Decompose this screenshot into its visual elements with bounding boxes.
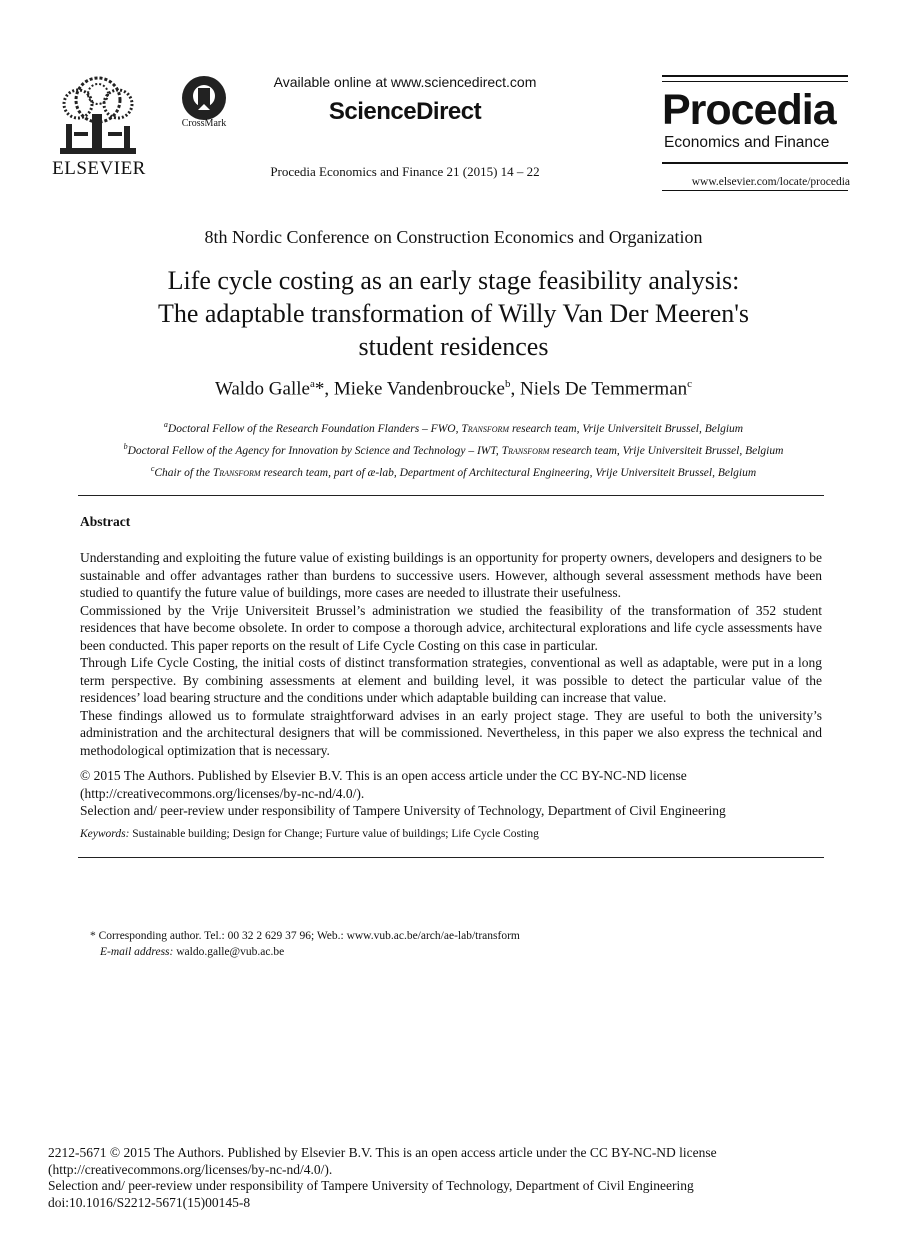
copyright-line: © 2015 The Authors. Published by Elsevier B.V. This is an open access article under the CC BY-NC-ND license bbox=[80, 768, 687, 783]
license-link[interactable]: (http://creativecommons.org/licenses/by-nc-nd/4.0/). bbox=[80, 785, 365, 801]
author-name: Mieke Vandenbroucke bbox=[333, 378, 505, 400]
crossmark-label: CrossMark bbox=[181, 118, 227, 129]
affiliation-line bbox=[60, 460, 847, 482]
elsevier-wordmark: ELSEVIER bbox=[52, 158, 146, 179]
procedia-bottom-rule bbox=[662, 162, 848, 164]
corresponding-author-footnote bbox=[90, 928, 790, 960]
affiliation-text: Doctoral Fellow of the Research Foundation Flanders – FWO, bbox=[167, 422, 462, 435]
abstract-paragraph: Understanding and exploiting the future value of existing buildings is an opportunity for property owners, developers and designers to be sustainable and offer advantages rather than burdens to successive users. However, although several assessment methods have been studied to quantify the future value of buildings, more cases are needed to illustrate their usefulness. bbox=[80, 550, 822, 600]
license-link[interactable]: (http://creativecommons.org/licenses/by-nc-nd/4.0/). bbox=[48, 1161, 333, 1177]
author-affiliation-mark: b bbox=[504, 378, 511, 390]
affiliation-mark: c bbox=[150, 463, 155, 473]
abstract-bottom-rule bbox=[78, 857, 824, 858]
author-affiliation-mark: a bbox=[309, 378, 315, 390]
elsevier-tree-logo bbox=[52, 74, 144, 158]
abstract-heading: Abstract bbox=[80, 514, 131, 529]
affiliation-text: research team, Vrije Universiteit Brussel, Belgium bbox=[509, 422, 744, 435]
abstract-top-rule bbox=[78, 495, 824, 496]
procedia-logo-title: Procedia bbox=[662, 86, 836, 134]
keywords-label: Keywords: bbox=[80, 828, 130, 840]
corresponding-mark: * bbox=[314, 378, 325, 400]
title-line: Life cycle costing as an early stage feasibility analysis: bbox=[167, 266, 740, 295]
abstract-body bbox=[80, 549, 822, 759]
peer-review-line: Selection and/ peer-review under responsibility of Tampere University of Technology, Department of Civil Engineering bbox=[80, 803, 726, 818]
procedia-top-rule-thin bbox=[662, 81, 848, 82]
procedia-logo-subtitle: Economics and Finance bbox=[664, 134, 830, 151]
title-line: The adaptable transformation of Willy Van Der Meeren's bbox=[157, 299, 750, 328]
procedia-url-link[interactable]: www.elsevier.com/locate/procedia bbox=[691, 176, 850, 188]
keywords bbox=[80, 828, 822, 840]
title-line: student residences bbox=[358, 332, 549, 361]
author-list bbox=[60, 378, 847, 400]
sciencedirect-logo[interactable]: ScienceDirect bbox=[328, 98, 482, 125]
affiliation-team: Transform bbox=[212, 466, 261, 479]
author-affiliation-mark: c bbox=[687, 378, 693, 390]
publication-info bbox=[48, 1145, 848, 1211]
affiliation-line bbox=[60, 416, 847, 438]
affiliation-list bbox=[60, 416, 847, 481]
email-address[interactable]: waldo.galle@vub.ac.be bbox=[176, 946, 285, 958]
copyright-notice bbox=[80, 767, 822, 820]
abstract-paragraph: Commissioned by the Vrije Universiteit Brussel’s administration we studied the feasibility of the transformation of 352 student residences that have become obsolete. In order to compose a thorough advice, architectural explorations and life cycle assessments have been conducted. This paper reports on the result of Life Cycle Costing on this case in particular. bbox=[80, 602, 822, 653]
affiliation-text: Doctoral Fellow of the Agency for Innovation by Science and Technology – IWT, bbox=[127, 444, 502, 457]
affiliation-text: research team, part of æ-lab, Department of Architectural Engineering, Vrije Universiteit Brussel, Belgium bbox=[260, 466, 757, 479]
journal-reference: Procedia Economics and Finance 21 (2015) 14 – 22 bbox=[270, 164, 540, 179]
crossmark-icon[interactable] bbox=[180, 74, 228, 122]
affiliation-team: Transform bbox=[501, 444, 550, 457]
affiliation-mark: b bbox=[123, 441, 128, 451]
doi-line[interactable]: doi:10.1016/S2212-5671(15)00145-8 bbox=[48, 1194, 251, 1210]
peer-review-line: Selection and/ peer-review under responsibility of Tampere University of Technology, Department of Civil Engineering bbox=[48, 1178, 694, 1193]
author-separator: , bbox=[324, 378, 334, 400]
affiliation-mark: a bbox=[163, 420, 168, 429]
available-online-text: Available online at www.sciencedirect.com bbox=[273, 74, 537, 90]
email-label: E-mail address: bbox=[100, 946, 174, 958]
author-separator: , bbox=[510, 378, 520, 400]
affiliation-text: Chair of the bbox=[154, 466, 213, 479]
conference-name: 8th Nordic Conference on Construction Economics and Organization bbox=[204, 227, 703, 247]
issn-line: 2212-5671 © 2015 The Authors. Published by Elsevier B.V. This is an open access article under the CC BY-NC-ND license bbox=[48, 1145, 717, 1160]
affiliation-text: research team, Vrije Universiteit Brussel, Belgium bbox=[549, 444, 784, 457]
email-line bbox=[90, 944, 790, 960]
author-name: Waldo Galle bbox=[214, 378, 310, 400]
paper-title bbox=[60, 264, 847, 363]
abstract-paragraph: These findings allowed us to formulate straightforward advises in an early project stage. They are useful to both the university’s administration and the architectural designers that will be commissioned. Nevertheless, in this paper we also express the technical and methodological optimization that is necessary. bbox=[80, 707, 822, 758]
author-name: Niels De Temmerman bbox=[519, 378, 688, 400]
procedia-bottom-rule-thin bbox=[662, 190, 848, 191]
affiliation-team: Transform bbox=[461, 422, 510, 435]
abstract-paragraph: Through Life Cycle Costing, the initial costs of distinct transformation strategies, conventional as well as adaptable, were put in a long term perspective. By combining assessments at element and building level, it was possible to detect the particular value of the residences’ load bearing structure and the conditions under which adaptable building can increase that value. bbox=[80, 655, 822, 705]
corresponding-author-line: * Corresponding author. Tel.: 00 32 2 629 37 96; Web.: www.vub.ac.be/arch/ae-lab/transform bbox=[90, 930, 520, 942]
affiliation-line bbox=[60, 438, 847, 460]
procedia-top-rule bbox=[662, 75, 848, 77]
keywords-text: Sustainable building; Design for Change; Furture value of buildings; Life Cycle Costing bbox=[132, 828, 539, 840]
